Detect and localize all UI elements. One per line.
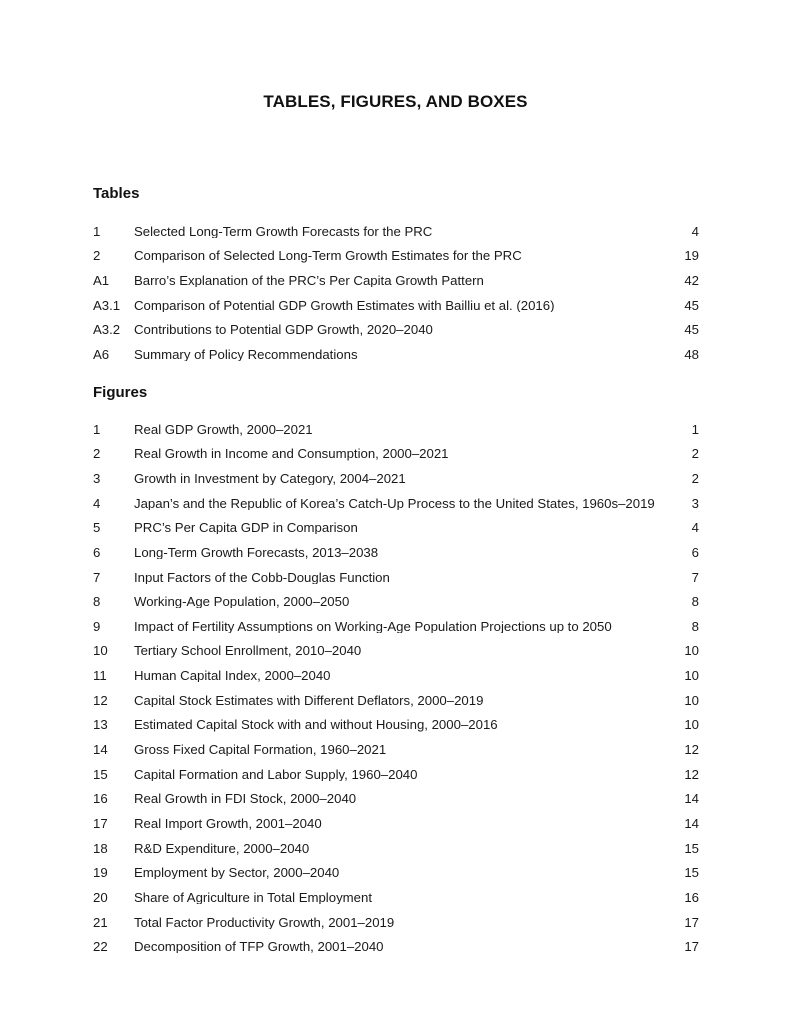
entry-page-number: 19	[684, 248, 699, 264]
entry-number: 14	[93, 742, 108, 758]
entry-number: 2	[93, 446, 101, 462]
figure-entry[interactable]	[93, 688, 699, 713]
entry-page-number: 2	[691, 446, 699, 462]
figure-entry[interactable]	[93, 466, 699, 491]
entry-number: 12	[93, 692, 108, 708]
entry-number: 1	[93, 421, 101, 437]
entry-page-number: 17	[684, 939, 699, 955]
entry-page-number: 10	[684, 692, 699, 708]
figure-entry[interactable]	[93, 442, 699, 467]
entry-title: Real GDP Growth, 2000–2021	[134, 422, 313, 436]
entry-page-number: 45	[684, 297, 699, 313]
entry-number: 17	[93, 815, 108, 831]
entry-title: Employment by Sector, 2000–2040	[134, 866, 340, 880]
entry-page-number: 45	[684, 322, 699, 338]
entry-title: Decomposition of TFP Growth, 2001–2040	[134, 940, 384, 954]
entry-page-number: 1	[691, 421, 699, 437]
entry-number: 15	[93, 766, 108, 782]
entry-page-number: 14	[684, 815, 699, 831]
page-title: TABLES, FIGURES, AND BOXES	[263, 92, 528, 111]
entry-page-number: 16	[684, 889, 699, 905]
entry-title: Real Import Growth, 2001–2040	[134, 816, 322, 831]
entry-title: Working-Age Population, 2000–2050	[134, 595, 350, 609]
entry-title: Capital Formation and Labor Supply, 1960–2040	[134, 767, 418, 781]
entry-page-number: 6	[691, 544, 699, 560]
figure-entry[interactable]	[93, 934, 699, 959]
entry-number: 10	[93, 643, 108, 659]
figure-entry[interactable]	[93, 885, 699, 910]
entry-number: 4	[93, 495, 101, 511]
entry-page-number: 48	[684, 346, 699, 362]
entry-page-number: 7	[691, 569, 699, 585]
table-entry[interactable]	[93, 268, 699, 293]
entry-number: 22	[93, 939, 108, 955]
entry-title: Contributions to Potential GDP Growth, 2020–2040	[134, 323, 433, 337]
entry-number: A1	[93, 273, 110, 288]
figure-entry[interactable]	[93, 713, 699, 738]
entry-title: Gross Fixed Capital Formation, 1960–2021	[134, 743, 387, 757]
entry-number: 1	[93, 223, 101, 239]
entry-number: 18	[93, 840, 108, 856]
entry-number: 20	[93, 889, 108, 905]
entry-page-number: 4	[691, 520, 699, 536]
entry-title: Tertiary School Enrollment, 2010–2040	[134, 644, 362, 658]
entry-page-number: 3	[691, 495, 699, 511]
entry-page-number: 14	[684, 791, 699, 807]
entry-number: 19	[93, 865, 108, 881]
tables-heading: Tables	[93, 185, 140, 202]
figure-entry[interactable]	[93, 540, 699, 565]
figure-entry[interactable]	[93, 565, 699, 590]
entry-number: 6	[93, 544, 101, 560]
entry-title: Barro’s Explanation of the PRC’s Per Capita Growth Pattern	[134, 274, 484, 288]
entry-number: 3	[93, 471, 101, 486]
figure-entry[interactable]	[93, 639, 699, 664]
entry-page-number: 10	[684, 668, 699, 684]
entry-title: Comparison of Potential GDP Growth Estimates with Bailliu et al. (2016)	[134, 298, 555, 312]
entry-page-number: 10	[684, 717, 699, 733]
figure-entry[interactable]	[93, 614, 699, 639]
entry-page-number: 17	[684, 914, 699, 930]
figures-heading: Figures	[93, 384, 148, 401]
entry-number: 21	[93, 914, 108, 930]
entry-title: Summary of Policy Recommendations	[134, 347, 358, 362]
figure-entry[interactable]	[93, 762, 699, 787]
entry-title: Capital Stock Estimates with Different Deflators, 2000–2019	[134, 693, 484, 707]
entry-title: Human Capital Index, 2000–2040	[134, 669, 331, 683]
entry-title: Estimated Capital Stock with and without Housing, 2000–2016	[134, 718, 498, 732]
entry-page-number: 4	[691, 223, 699, 239]
figures-list	[93, 417, 699, 959]
figure-entry[interactable]	[93, 861, 699, 886]
entry-title: Comparison of Selected Long-Term Growth Estimates for the PRC	[134, 249, 522, 263]
entry-page-number: 42	[684, 273, 699, 288]
entry-title: Selected Long-Term Growth Forecasts for the PRC	[134, 224, 433, 238]
entry-number: A3.1	[93, 297, 121, 313]
table-entry[interactable]	[93, 244, 699, 269]
table-entry[interactable]	[93, 219, 699, 244]
entry-page-number: 12	[684, 742, 699, 758]
entry-number: 16	[93, 791, 108, 807]
figure-entry[interactable]	[93, 910, 699, 935]
entry-title: Real Growth in FDI Stock, 2000–2040	[134, 792, 357, 806]
entry-number: 8	[93, 594, 101, 610]
entry-number: A3.2	[93, 322, 121, 338]
figure-entry[interactable]	[93, 589, 699, 614]
entry-number: 5	[93, 520, 101, 536]
entry-page-number: 15	[684, 865, 699, 881]
figure-entry[interactable]	[93, 516, 699, 541]
entry-page-number: 15	[684, 840, 699, 856]
table-entry[interactable]	[93, 293, 699, 318]
entry-title: PRC’s Per Capita GDP in Comparison	[134, 521, 358, 535]
entry-number: 11	[93, 668, 107, 684]
entry-title: Share of Agriculture in Total Employment	[134, 890, 372, 905]
entry-title: Growth in Investment by Category, 2004–2021	[134, 472, 406, 486]
table-entry[interactable]	[93, 318, 699, 343]
entry-title: Total Factor Productivity Growth, 2001–2019	[134, 915, 395, 929]
entry-title: Impact of Fertility Assumptions on Working-Age Population Projections up to 2050	[134, 619, 612, 634]
entry-number: A6	[93, 346, 110, 362]
entry-title: R&D Expenditure, 2000–2040	[134, 841, 310, 855]
entry-number: 13	[93, 717, 108, 733]
figure-entry[interactable]	[93, 836, 699, 861]
entry-title: Japan’s and the Republic of Korea’s Catch-Up Process to the United States, 1960s–2019	[134, 496, 655, 510]
entry-page-number: 10	[684, 643, 699, 659]
entry-number: 7	[93, 569, 101, 585]
tables-list	[93, 219, 699, 367]
entry-page-number: 2	[691, 471, 699, 486]
figure-entry[interactable]	[93, 787, 699, 812]
table-entry[interactable]	[93, 342, 699, 367]
figure-entry[interactable]	[93, 737, 699, 762]
entry-page-number: 12	[684, 766, 699, 782]
figure-entry[interactable]	[93, 491, 699, 516]
entry-page-number: 8	[691, 594, 699, 610]
entry-number: 9	[93, 618, 101, 634]
entry-page-number: 8	[691, 618, 699, 634]
entry-title: Real Growth in Income and Consumption, 2000–2021	[134, 447, 449, 461]
entry-title: Long-Term Growth Forecasts, 2013–2038	[134, 545, 379, 560]
figure-entry[interactable]	[93, 417, 699, 442]
entry-number: 2	[93, 248, 101, 264]
figure-entry[interactable]	[93, 663, 699, 688]
entry-title: Input Factors of the Cobb-Douglas Function	[134, 570, 390, 584]
figure-entry[interactable]	[93, 811, 699, 836]
